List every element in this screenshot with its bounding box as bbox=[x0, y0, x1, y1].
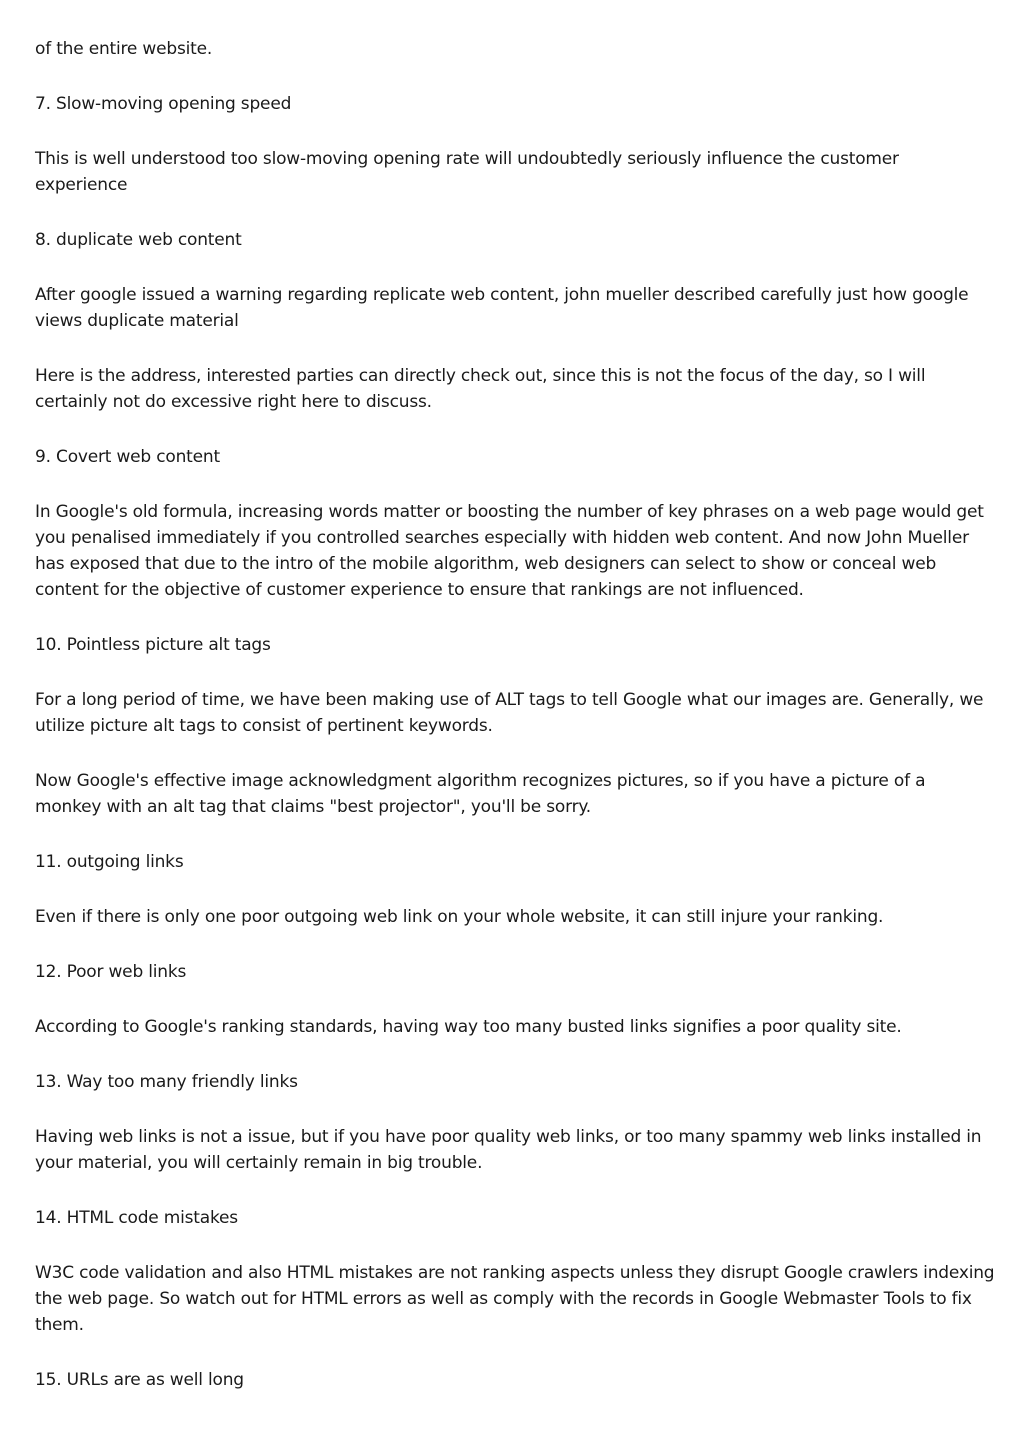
section-heading-8: 8. duplicate web content bbox=[35, 230, 242, 250]
section-heading-7: 7. Slow-moving opening speed bbox=[35, 94, 292, 114]
paragraph-continuation: of the entire website. bbox=[35, 39, 213, 59]
paragraph: Now Google's effective image acknowledgment algorithm recognizes pictures, so if you have a picture of a monkey with an alt tag that claims "best projector", you'll be sorry. bbox=[35, 771, 926, 817]
paragraph: After google issued a warning regarding replicate web content, john mueller described carefully just how google views duplicate material bbox=[35, 285, 969, 331]
section-heading-13: 13. Way too many friendly links bbox=[35, 1072, 298, 1092]
paragraph: Here is the address, interested parties can directly check out, since this is not the focus of the day, so I will certainly not do excessive right here to discuss. bbox=[35, 366, 926, 412]
section-heading-11: 11. outgoing links bbox=[35, 852, 184, 872]
document-page bbox=[35, 36, 995, 1422]
paragraph: For a long period of time, we have been making use of ALT tags to tell Google what our images are. Generally, we utilize picture alt tags to consist of pertinent keywords. bbox=[35, 690, 984, 736]
paragraph: In Google's old formula, increasing words matter or boosting the number of key phrases on a web page would get you penalised immediately if you controlled searches especially with hidden web content. And now John Mueller has exposed that due to the intro of the mobile algorithm, web designers can select to show or conceal web content for the objective of customer experience to ensure that rankings are not influenced. bbox=[35, 502, 984, 600]
section-heading-9: 9. Covert web content bbox=[35, 447, 220, 467]
section-heading-10: 10. Pointless picture alt tags bbox=[35, 635, 271, 655]
paragraph: Having web links is not a issue, but if you have poor quality web links, or too many spammy web links installed in your material, you will certainly remain in big trouble. bbox=[35, 1127, 982, 1173]
paragraph: According to Google's ranking standards, having way too many busted links signifies a poor quality site. bbox=[35, 1017, 902, 1037]
paragraph: Even if there is only one poor outgoing web link on your whole website, it can still injure your ranking. bbox=[35, 907, 884, 927]
paragraph: W3C code validation and also HTML mistakes are not ranking aspects unless they disrupt Google crawlers indexing the web page. So watch out for HTML errors as well as comply with the records in Google Webmaster Tools to fix them. bbox=[35, 1263, 995, 1335]
section-heading-14: 14. HTML code mistakes bbox=[35, 1208, 238, 1228]
section-heading-12: 12. Poor web links bbox=[35, 962, 187, 982]
paragraph: This is well understood too slow-moving opening rate will undoubtedly seriously influence the customer experience bbox=[35, 149, 899, 195]
section-heading-15: 15. URLs are as well long bbox=[35, 1370, 244, 1390]
